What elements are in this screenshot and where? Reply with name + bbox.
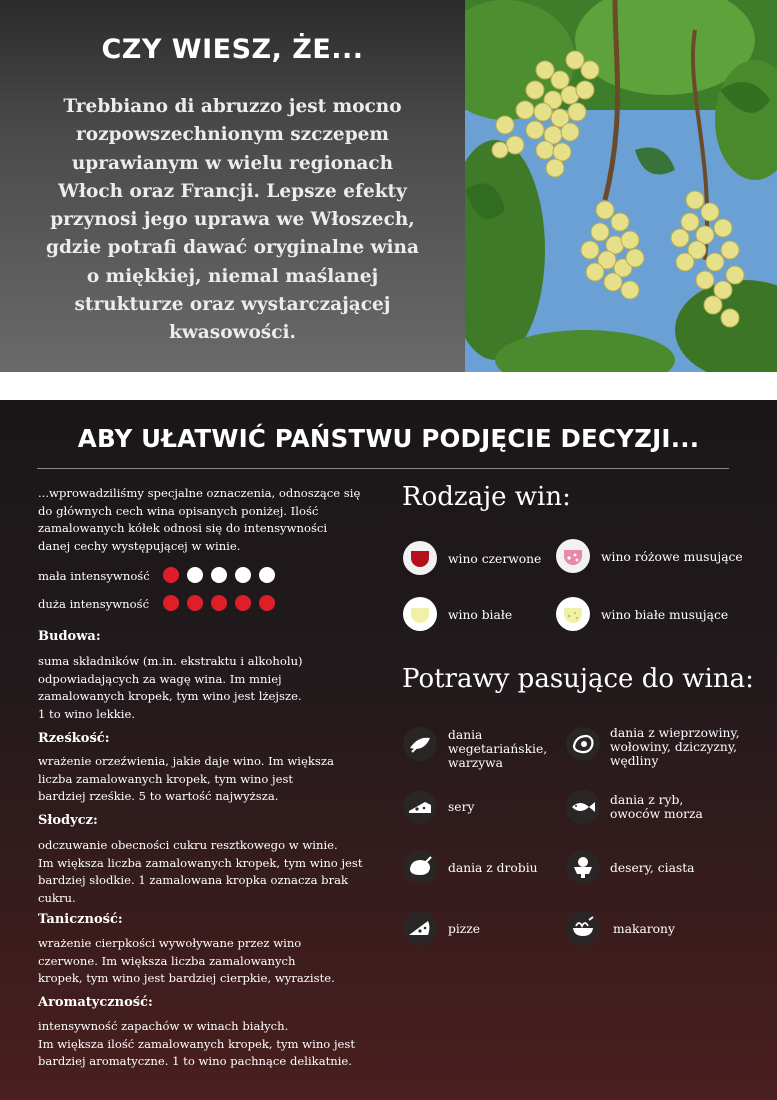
- legend-label: mała intensywność: [38, 569, 150, 583]
- text-line: przynosi jego uprawa we Włoszech,: [50, 209, 415, 231]
- white-wine-glass-icon: [402, 596, 438, 632]
- filled-dot: [163, 567, 179, 583]
- intro-text: [38, 485, 368, 555]
- food-label-line: owoców morza: [610, 807, 703, 821]
- food-label-line: warzywa: [448, 756, 504, 770]
- text-line: kwasowości.: [169, 322, 296, 344]
- food-item: [402, 726, 552, 772]
- section-line: liczba zamalowanych kropek, tym wino jest: [38, 771, 294, 786]
- vegetable-icon: [402, 726, 438, 762]
- empty-dot: [235, 567, 251, 583]
- section-line: wrażenie orzeźwienia, jakie daje wino. Im większa: [38, 754, 334, 768]
- dessert-icon: [565, 849, 601, 885]
- food-item: [402, 789, 552, 829]
- pizza-icon: [402, 910, 438, 946]
- did-you-know-section: [0, 0, 777, 372]
- food-item: [402, 910, 552, 950]
- text-line: o miękkiej, niemal maślanej: [86, 265, 379, 287]
- section-line: zamalowanych kropek, tym wino jest lżejsze.: [38, 689, 302, 703]
- grapes-illustration: [465, 0, 777, 372]
- section-line: wrażenie cierpkości wywoływane przez wino: [38, 936, 302, 950]
- text-line: rozpowszechnionym szczepem: [76, 124, 389, 146]
- food-label-line: wołowiny, dziczyzny,: [610, 740, 738, 754]
- wine-type-item: [555, 596, 755, 636]
- meat-icon: [565, 726, 601, 762]
- section-line: cukru.: [38, 890, 76, 905]
- food-pairing-title: Potrawy pasujące do wina:: [402, 664, 754, 694]
- section-line: bardziej rześkie. 5 to wartość najwyższa.: [38, 789, 279, 803]
- title-divider: [37, 468, 729, 469]
- food-label-line: dania: [448, 728, 483, 742]
- text-line: Trebbiano di abruzzo jest mocno: [63, 96, 402, 117]
- filled-dot: [187, 595, 203, 611]
- wine-type-label: wino białe: [448, 608, 513, 622]
- filled-dot: [211, 595, 227, 611]
- section-line: 1 to wino lekkie.: [38, 706, 136, 721]
- section-line: bardziej słodkie. 1 zamalowana kropka oznacza brak: [38, 873, 349, 887]
- food-item: [402, 849, 552, 889]
- section-line: intensywność zapachów w winach białych.: [38, 1019, 289, 1033]
- section-text-budowa: [38, 653, 378, 723]
- section-line: suma składników (m.in. ekstraktu i alkoholu): [38, 654, 303, 668]
- filled-dot: [163, 595, 179, 611]
- grapes-photo: [465, 0, 777, 372]
- food-label: pizze: [448, 922, 481, 936]
- food-label-line: wędliny: [610, 754, 659, 768]
- section-heading-aromatycznosc: Aromatyczność:: [38, 995, 153, 1010]
- text-line: uprawianym w wielu regionach: [71, 152, 394, 174]
- wine-type-label: wino białe musujące: [601, 608, 729, 622]
- food-label-line: dania z wieprzowiny,: [610, 726, 740, 740]
- section-line: czerwone. Im większa liczba zamalowanych: [38, 953, 296, 968]
- decision-guide-title: ABY UŁATWIĆ PAŃSTWU PODJĘCIE DECYZJI...: [77, 424, 700, 453]
- text-line: gdzie potrafi dawać oryginalne wina: [46, 237, 419, 259]
- food-label: [610, 793, 703, 821]
- section-text-tanicznosc: [38, 935, 378, 988]
- section-text-slodycz: [38, 837, 378, 907]
- did-you-know-text: [30, 93, 435, 348]
- section-heading-rzeskosc: Rześkość:: [38, 731, 110, 746]
- wine-type-item: [402, 596, 562, 636]
- wine-type-item: [402, 540, 562, 580]
- food-label: sery: [448, 800, 475, 814]
- empty-dot: [187, 567, 203, 583]
- fish-icon: [565, 789, 601, 825]
- intro-line: zamalowanych kółek odnosi się do intensywności: [38, 521, 328, 535]
- food-label: makarony: [613, 922, 675, 936]
- section-line: odczuwanie obecności cukru resztkowego w winie.: [38, 838, 338, 852]
- food-label-line: wegetariańskie,: [448, 742, 548, 756]
- section-line: odpowiadających za wagę wina. Im mniej: [38, 671, 282, 686]
- legend-high-intensity: [38, 595, 298, 615]
- food-item: [565, 849, 765, 889]
- wine-types-title: Rodzaje win:: [402, 482, 571, 512]
- legend-low-intensity: [38, 567, 298, 587]
- pasta-icon: [565, 910, 601, 946]
- poultry-icon: [402, 849, 438, 885]
- section-line: bardziej aromatyczne. 1 to wino pachnące delikatnie.: [38, 1054, 352, 1068]
- food-item: [565, 789, 765, 829]
- section-heading-slodycz: Słodycz:: [38, 813, 98, 828]
- empty-dot: [211, 567, 227, 583]
- food-item: [565, 726, 765, 772]
- food-label: dania z drobiu: [448, 861, 538, 875]
- legend-label: duża intensywność: [38, 597, 150, 611]
- cheese-icon: [402, 789, 438, 825]
- text-line: Włoch oraz Francji. Lepsze efekty: [58, 180, 407, 202]
- food-item: [565, 910, 765, 950]
- wine-type-item: [555, 538, 755, 578]
- intro-line: danej cechy występującej w winie.: [38, 538, 241, 553]
- food-label: desery, ciasta: [610, 861, 695, 875]
- decision-guide-section: [0, 400, 777, 1100]
- section-line: Im większa ilość zamalowanych kropek, tym wino jest: [38, 1036, 356, 1051]
- red-wine-glass-icon: [402, 540, 438, 576]
- section-line: kropek, tym wino jest bardziej cierpkie, wyraziste.: [38, 971, 335, 985]
- section-heading-budowa: Budowa:: [38, 629, 101, 644]
- food-label-line: dania z ryb,: [610, 793, 684, 807]
- intro-line: do głównych cech wina opisanych poniżej. Ilość: [38, 503, 319, 518]
- section-divider: [0, 372, 777, 400]
- section-text-aromatycznosc: [38, 1018, 378, 1071]
- filled-dot: [259, 595, 275, 611]
- text-line: strukturze oraz wystarczającej: [74, 294, 391, 316]
- section-text-rzeskosc: [38, 753, 378, 806]
- empty-dot: [259, 567, 275, 583]
- did-you-know-title: CZY WIESZ, ŻE...: [101, 34, 364, 65]
- wine-type-label: wino różowe musujące: [601, 550, 743, 564]
- food-label: [610, 726, 740, 768]
- rose-sparkling-glass-icon: [555, 538, 591, 574]
- wine-type-label: wino czerwone: [448, 552, 542, 566]
- section-heading-tanicznosc: Taniczność:: [38, 912, 123, 927]
- white-sparkling-glass-icon: [555, 596, 591, 632]
- food-label: [448, 728, 547, 770]
- filled-dot: [235, 595, 251, 611]
- intro-line: ...wprowadziliśmy specjalne oznaczenia, odnoszące się: [38, 486, 361, 500]
- did-you-know-panel: [0, 0, 465, 372]
- section-line: Im większa liczba zamalowanych kropek, tym wino jest: [38, 855, 363, 870]
